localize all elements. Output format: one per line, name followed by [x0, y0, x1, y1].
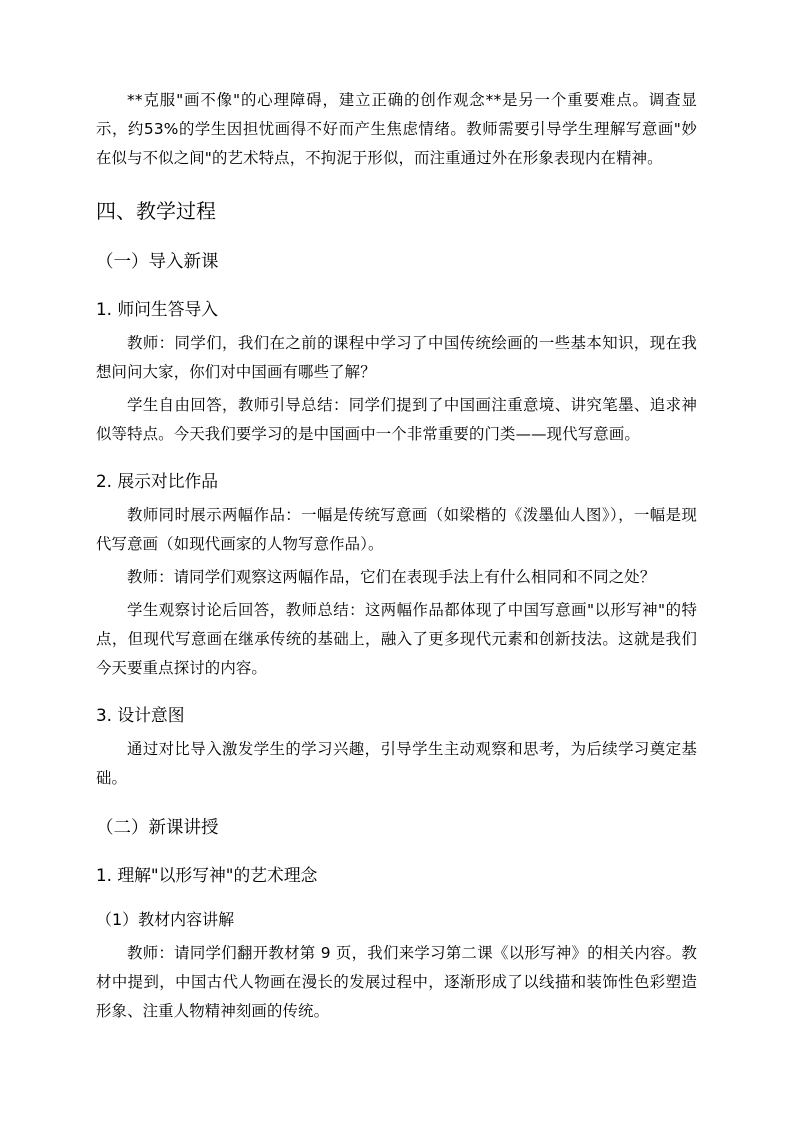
- item-heading-art-concept: 1. 理解"以形写神"的艺术理念: [96, 865, 318, 885]
- item-heading-qa: 1. 师问生答导入: [96, 299, 219, 319]
- item-heading-compare: 2. 展示对比作品: [96, 471, 219, 491]
- subsection-heading-intro: （一）导入新课: [96, 252, 219, 272]
- subsection-heading-new-lesson: （二）新课讲授: [96, 818, 219, 838]
- intro-paragraph: **克服"画不像"的心理障碍，建立正确的创作观念**是另一个重要难点。调查显示，约53%的学生因担忧画得不好而产生焦虑情绪。教师需要引导学生理解写意画"妙在似与不似之间"的艺术特点，不拘泥于形似，而注重通过外在形象表现内在精神。: [96, 91, 697, 167]
- paragraph: 教师：同学们，我们在之前的课程中学习了中国传统绘画的一些基本知识，现在我想问问大家，你们对中国画有哪些了解？: [96, 334, 697, 381]
- paragraph: 教师同时展示两幅作品：一幅是传统写意画（如梁楷的《泼墨仙人图》），一幅是现代写意画（如现代画家的人物写意作品）。: [96, 506, 697, 553]
- paragraph: 学生自由回答，教师引导总结：同学们提到了中国画注重意境、讲究笔墨、追求神似等特点。今天我们要学习的是中国画中一个非常重要的门类——现代写意画。: [96, 396, 697, 443]
- paragraph: 教师：请同学们翻开教材第 9 页，我们来学习第二课《以形写神》的相关内容。教材中提到，中国古代人物画在漫长的发展过程中，逐渐形成了以线描和装饰性色彩塑造形象、注重人物精神刻画的传统。: [96, 944, 697, 1020]
- paragraph: 通过对比导入激发学生的学习兴趣，引导学生主动观察和思考，为后续学习奠定基础。: [96, 740, 697, 787]
- paragraph: 教师：请同学们观察这两幅作品，它们在表现手法上有什么相同和不同之处？: [127, 568, 656, 586]
- item-heading-design-intent: 3. 设计意图: [96, 705, 185, 725]
- paragraph: 学生观察讨论后回答，教师总结：这两幅作品都体现了中国写意画"以形写神"的特点，但现代写意画在继承传统的基础上，融入了更多现代元素和创新技法。这就是我们今天要重点探讨的内容。: [96, 601, 697, 677]
- subitem-heading-textbook: （1）教材内容讲解: [96, 910, 235, 929]
- section-heading-teaching-process: 四、教学过程: [96, 199, 216, 223]
